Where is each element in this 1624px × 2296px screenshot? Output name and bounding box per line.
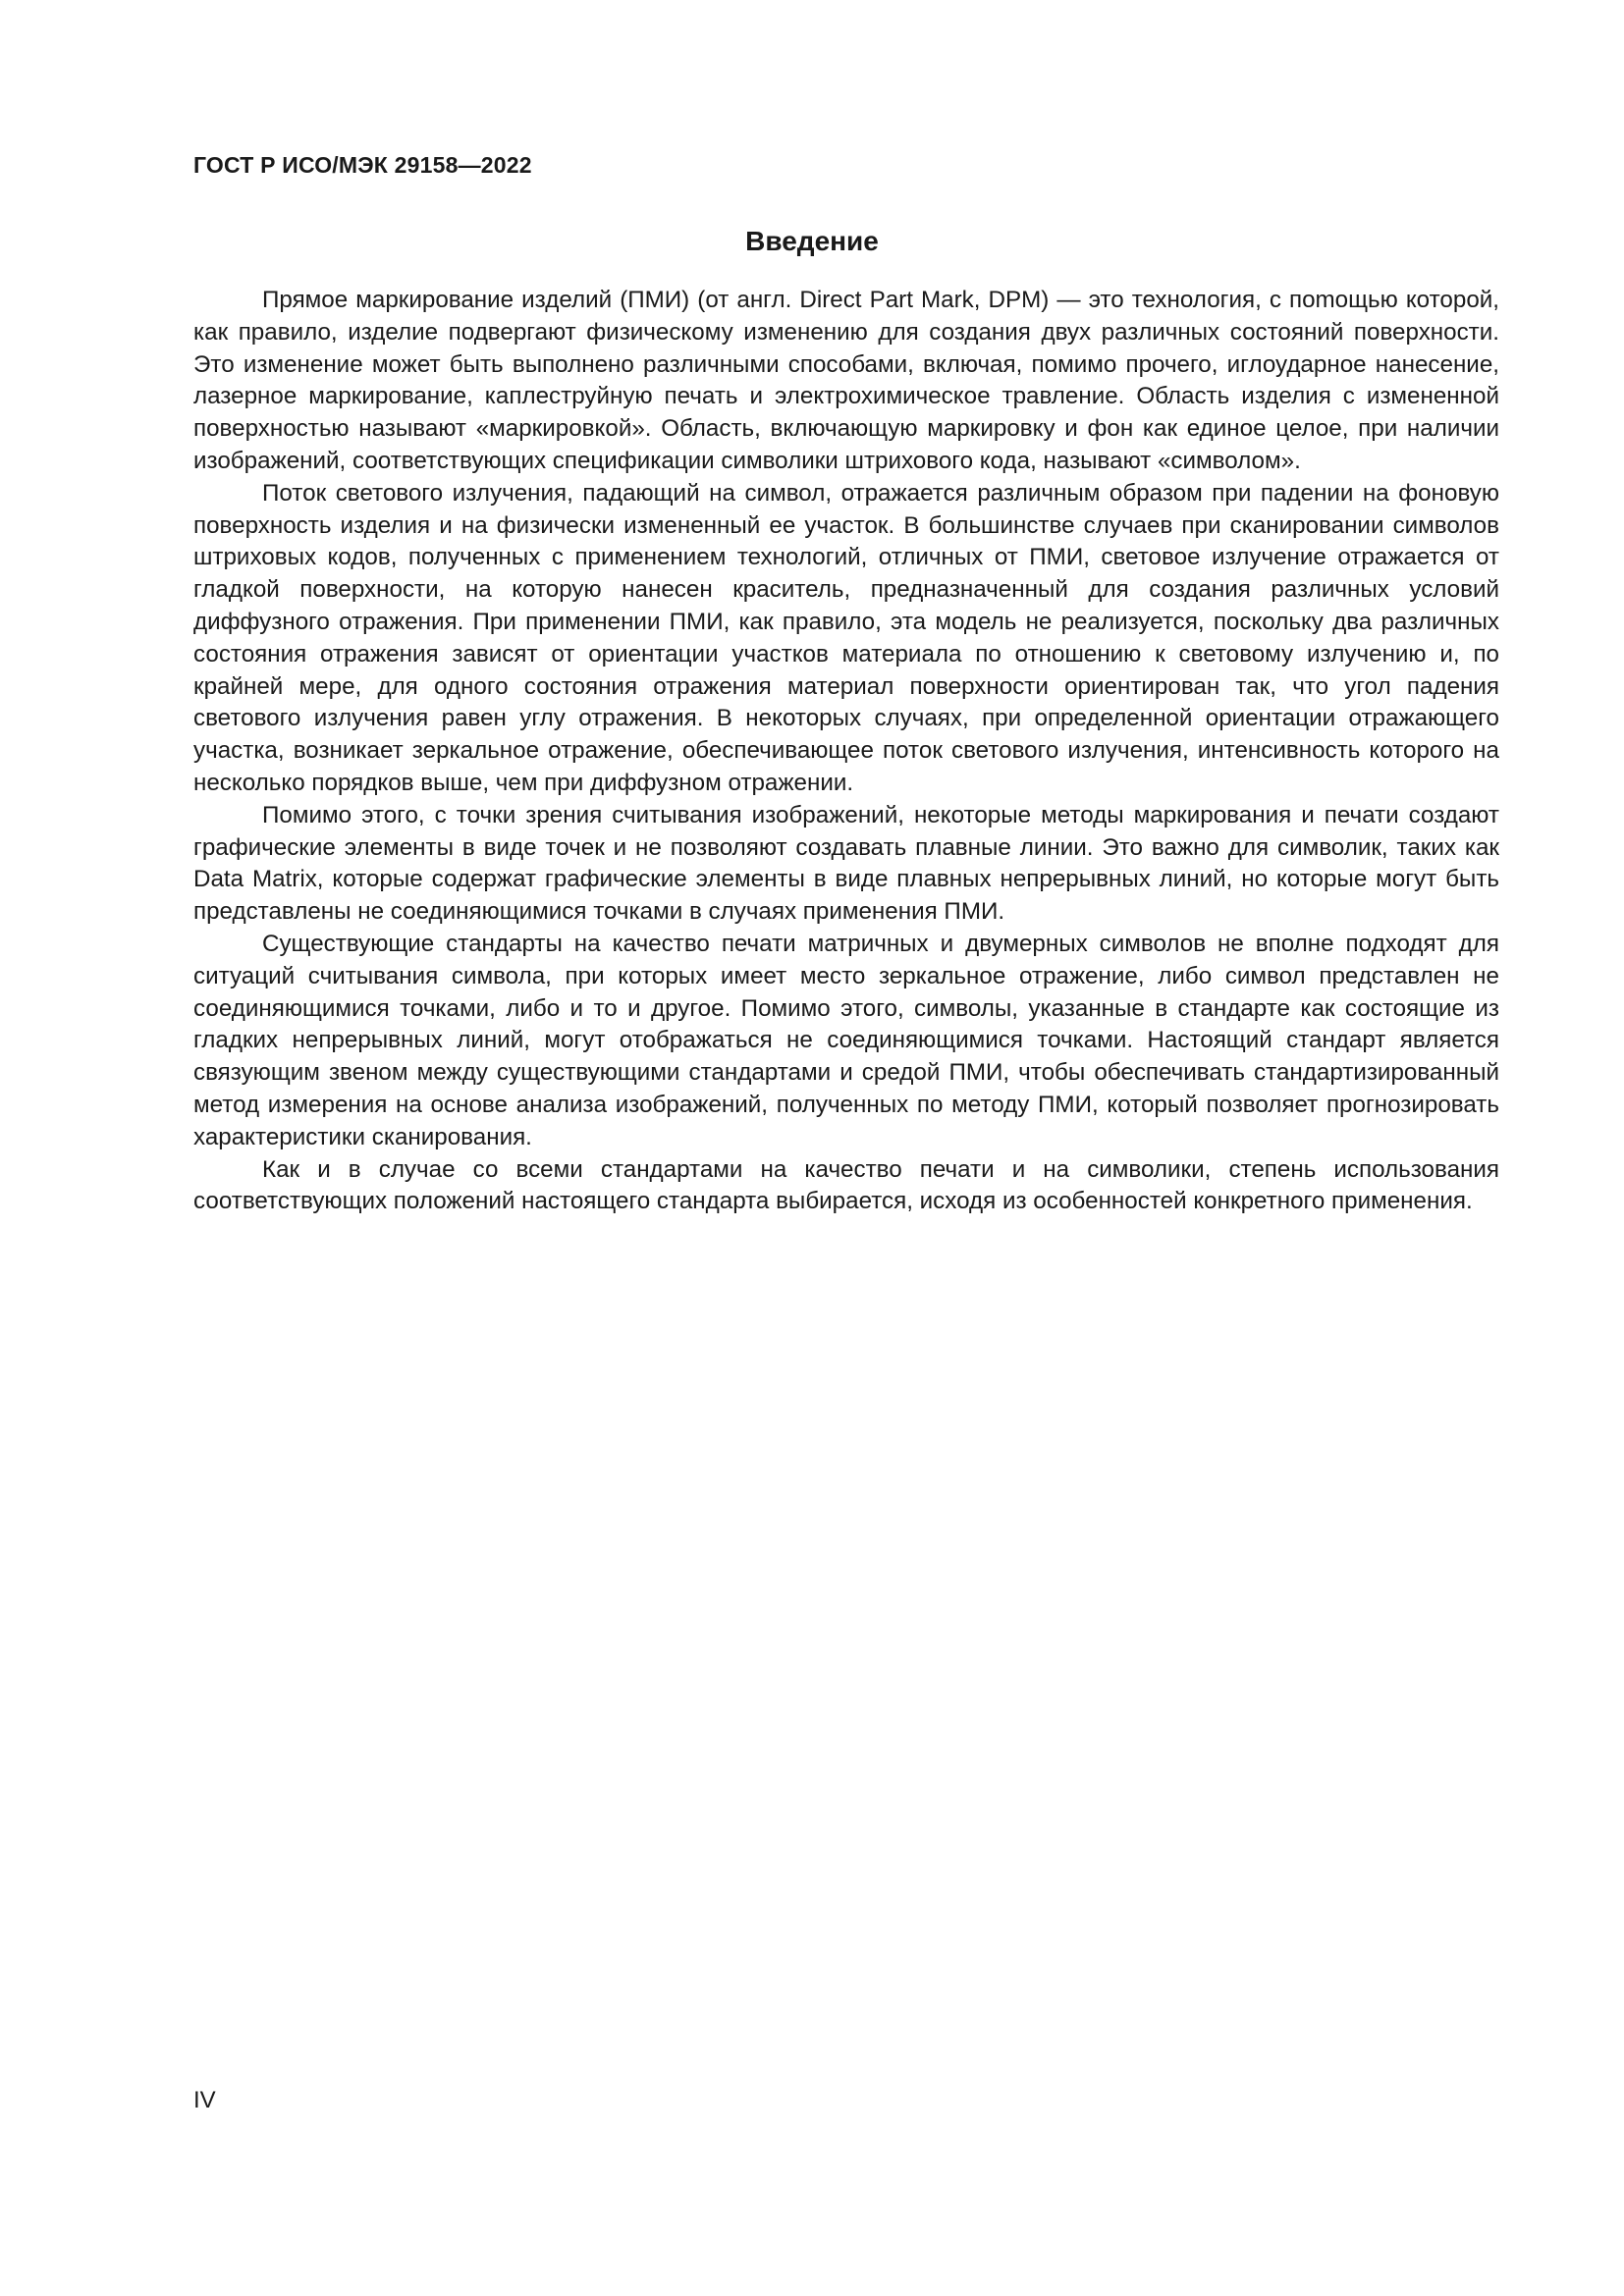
introduction-body (193, 285, 1499, 1218)
page-number: IV (193, 2087, 216, 2113)
section-title: Введение (745, 226, 879, 256)
standard-header: ГОСТ Р ИСО/МЭК 29158—2022 (193, 152, 532, 178)
paragraph: Существующие стандарты на качество печати матричных и двумерных символов не вполне подходят для ситуаций считывания символа, при которых имеет место зеркальное отражение, либо символ представлен не соединяющимися точками, либо и то и другое. Помимо этого, символы, указанные в стандарте как состоящие из гладких непрерывных линий, могут отображаться не соединяющимися точками. Настоящий стандарт является связующим звеном между существующими стандартами и средой ПМИ, чтобы обеспечивать стандартизированный метод измерения на основе анализа изображений, полученных по методу ПМИ, который позволяет прогнозировать характеристики сканирования. (193, 930, 1499, 1150)
paragraph: Поток светового излучения, падающий на символ, отражается различным образом при падении на фоновую поверхность изделия и на физически измененный ее участок. В большинстве случаев при сканировании символов штриховых кодов, полученных с применением технологий, отличных от ПМИ, световое излучение отражается от гладкой поверхности, на которую нанесен краситель, предназначенный для создания различных условий диффузного отражения. При применении ПМИ, как правило, эта модель не реализуется, поскольку два различных состояния отражения зависят от ориентации участков материала по отношению к световому излучению и, по крайней мере, для одного состояния отражения материал поверхности ориентирован так, что угол падения светового излучения равен углу отражения. В некоторых случаях, при определенной ориентации отражающего участка, возникает зеркальное отражение, обеспечивающее поток светового излучения, интенсивность которого на несколько порядков выше, чем при диффузном отражении. (193, 479, 1499, 796)
paragraph: Прямое маркирование изделий (ПМИ) (от англ. Direct Part Mark, DPM) — это технология, с поmощью которой, как правило, изделие подвергают физическому изменению для создания двух различных состояний поверхности. Это изменение может быть выполнено различными способами, включая, помимо прочего, иглоударное нанесение, лазерное маркирование, каплеструйную печать и электрохимическое травление. Область изделия с измененной поверхностью называют «маркировкой». Область, включающую маркировку и фон как единое целое, при наличии изображений, соответствующих спецификации символики штрихового кода, называют «символом». (193, 287, 1499, 474)
paragraph: Помимо этого, с точки зрения считывания изображений, некоторые методы маркирования и печати создают графические элементы в виде точек и не позволяют создавать плавные линии. Это важно для символик, таких как Data Matrix, которые содержат графические элементы в виде плавных непрерывных линий, но которые могут быть представлены не соединяющимися точками в случаях применения ПМИ. (193, 801, 1499, 926)
paragraph: Как и в случае со всеми стандартами на качество печати и на символики, степень использования соответствующих положений настоящего стандарта выбирается, исходя из особенностей конкретного применения. (193, 1155, 1499, 1215)
